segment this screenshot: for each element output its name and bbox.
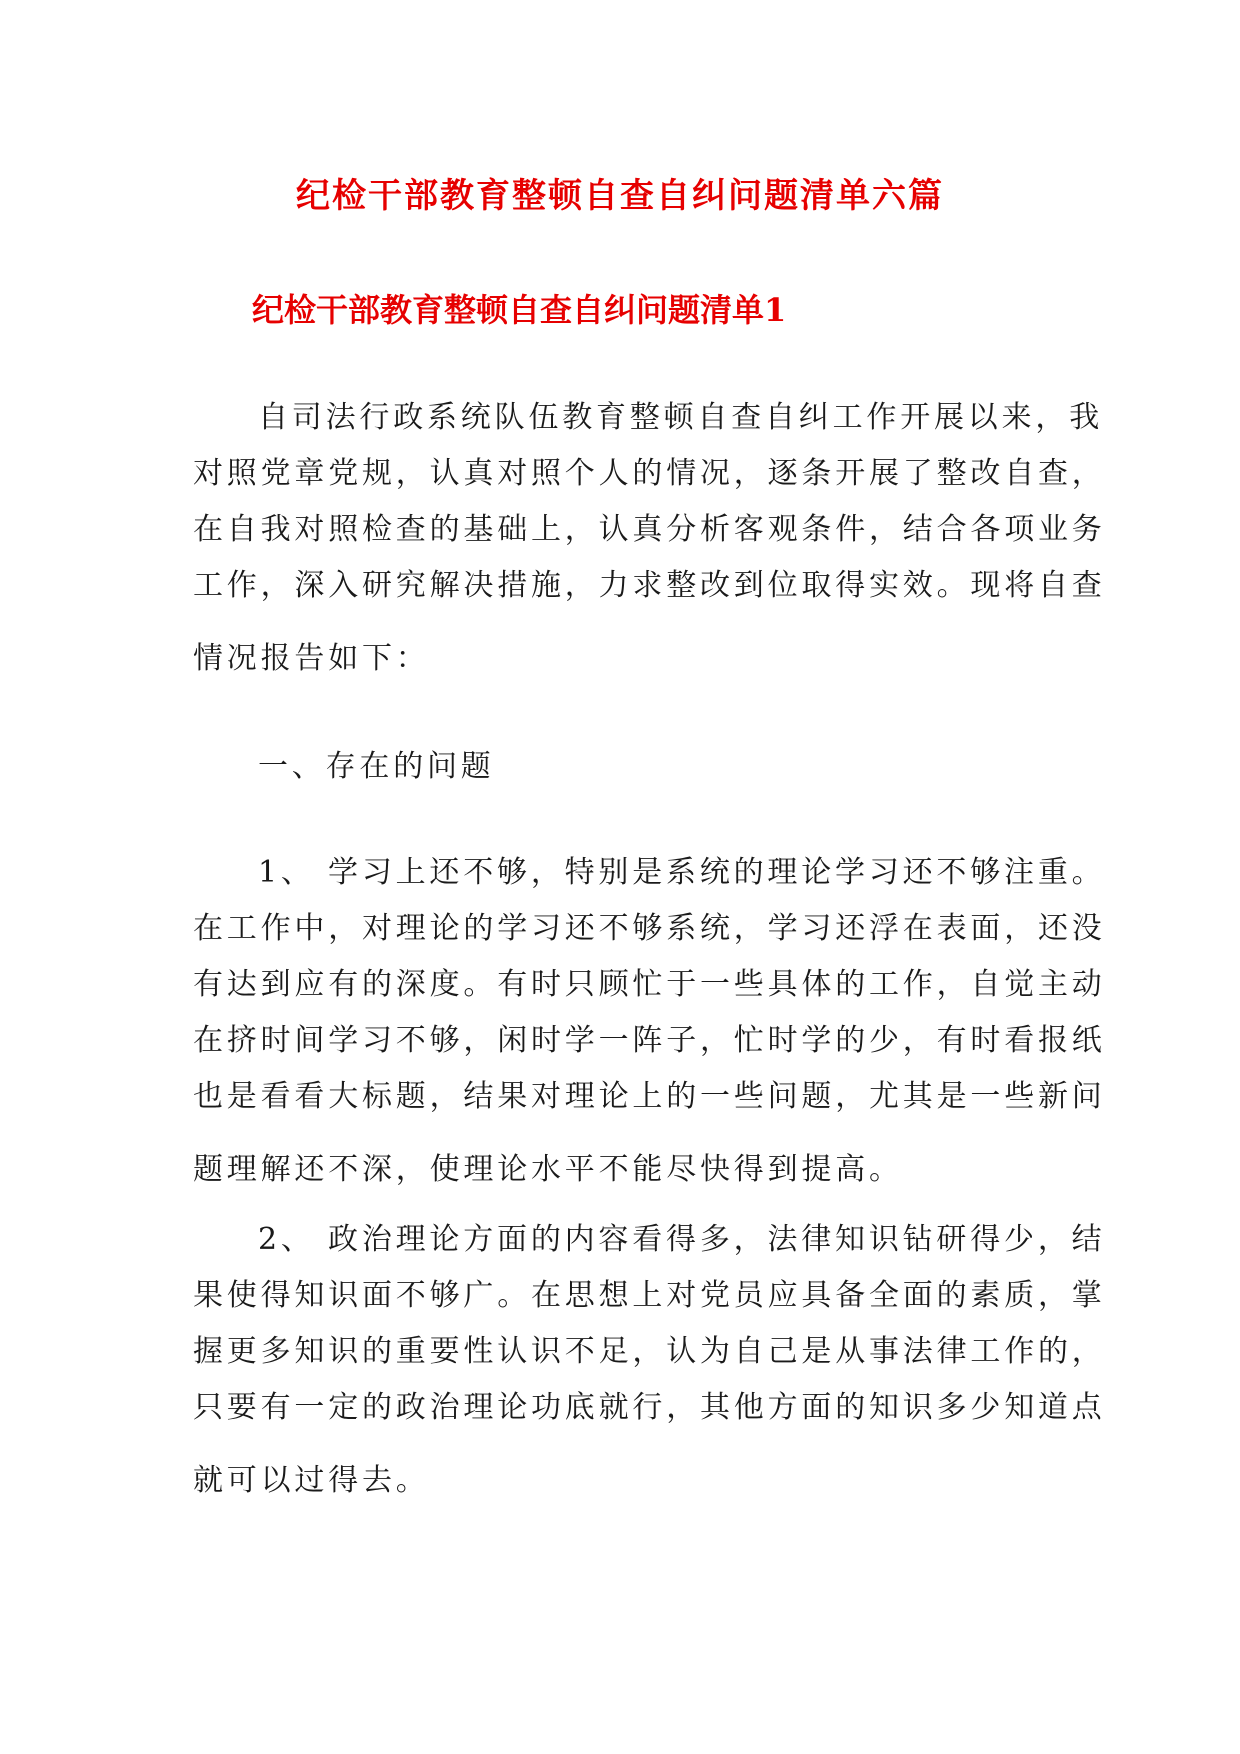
item1-line: 题理解还不深，使理论水平不能尽快得到提高。	[193, 1152, 903, 1187]
item2-line: 2、 政治理论方面的内容看得多，法律知识钻研得少，结	[258, 1222, 1106, 1257]
item2-line: 握更多知识的重要性认识不足，认为自己是从事法律工作的，	[193, 1334, 1106, 1369]
item1-line: 也是看看大标题，结果对理论上的一些问题，尤其是一些新问	[193, 1079, 1106, 1114]
intro-line: 情况报告如下：	[193, 641, 430, 676]
item2-line: 只要有一定的政治理论功底就行，其他方面的知识多少知道点	[193, 1390, 1106, 1425]
intro-line: 工作，深入研究解决措施，力求整改到位取得实效。现将自查	[193, 568, 1106, 603]
item1-line: 1、 学习上还不够，特别是系统的理论学习还不够注重。	[258, 855, 1106, 890]
section-heading: 一、存在的问题	[258, 749, 495, 784]
intro-line: 在自我对照检查的基础上，认真分析客观条件，结合各项业务	[193, 512, 1106, 547]
item1-line: 在工作中，对理论的学习还不够系统，学习还浮在表面，还没	[193, 911, 1106, 946]
document-subtitle: 纪检干部教育整顿自查自纠问题清单1	[252, 291, 787, 329]
item2-line: 果使得知识面不够广。在思想上对党员应具备全面的素质，掌	[193, 1278, 1106, 1313]
item1-line: 有达到应有的深度。有时只顾忙于一些具体的工作，自觉主动	[193, 967, 1106, 1002]
intro-line: 自司法行政系统队伍教育整顿自查自纠工作开展以来，我	[258, 400, 1103, 435]
intro-line: 对照党章党规，认真对照个人的情况，逐条开展了整改自查，	[193, 456, 1106, 491]
document-title: 纪检干部教育整顿自查自纠问题清单六篇	[296, 176, 944, 216]
item2-line: 就可以过得去。	[193, 1463, 430, 1498]
item1-line: 在挤时间学习不够，闲时学一阵子，忙时学的少，有时看报纸	[193, 1023, 1106, 1058]
